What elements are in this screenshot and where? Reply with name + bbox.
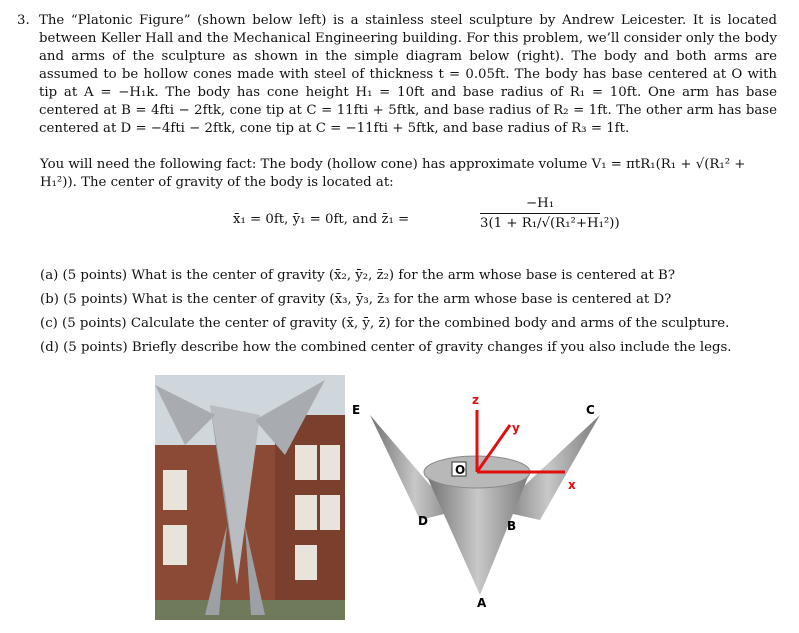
sculpture-diagram xyxy=(350,390,615,620)
question-a: (a) (5 points) What is the center of gravity (x̄₂, ȳ₂, z̄₂) for the arm whose base is centered at B? xyxy=(40,268,675,283)
formula-denominator: 3(1 + R₁/√(R₁²+H₁²)) xyxy=(480,216,620,231)
cog-formula xyxy=(40,196,780,256)
problem-intro xyxy=(17,12,777,138)
question-d: (d) (5 points) Briefly describe how the combined center of gravity changes if you also include the legs. xyxy=(40,340,732,355)
fraction-bar xyxy=(480,213,600,214)
formula-fraction xyxy=(480,196,620,231)
question-c: (c) (5 points) Calculate the center of gravity (x̄, ȳ, z̄) for the combined body and arms of the sculpture. xyxy=(40,316,730,331)
formula-lhs: x̄₁ = 0ft, ȳ₁ = 0ft, and z̄₁ = xyxy=(233,212,410,227)
label-E: E xyxy=(352,403,361,417)
problem-number: 3. xyxy=(17,13,30,28)
label-A: A xyxy=(477,596,487,610)
label-B: B xyxy=(507,519,517,533)
label-C: C xyxy=(586,403,595,417)
label-O: O xyxy=(455,463,466,477)
label-D: D xyxy=(418,514,428,528)
label-z: z xyxy=(472,393,479,407)
fact-text: You will need the following fact: The body (hollow cone) has approximate volume V₁ = πtR₁(R₁ + √(R₁² + H₁²)). The center of gravity of the body is located at: xyxy=(40,157,746,190)
intro-text: The “Platonic Figure” (shown below left) is a stainless steel sculpture by Andrew Leicester. It is located between Keller Hall and the Mechanical Engineering building. For this problem, we’ll consider only the body and arms of the sculpture as shown in the simple diagram below (right). The body and both arms are assumed to be hollow cones made with steel of thickness t = 0.05ft. The body has base centered at O with tip at A = −H₁k. The body has cone height H₁ = 10ft and base radius of R₁ = 10ft. One arm has base centered at B = 4fti − 2ftk, cone tip at C = 11fti + 5ftk, and base radius of R₂ = 1ft. The other arm has base centered at D = −4fti − 2ftk, cone tip at C = −11fti + 5ftk, and base radius of R₃ = 1ft. xyxy=(39,13,777,136)
label-y: y xyxy=(512,421,520,435)
body-cone xyxy=(425,472,530,595)
sculpture-photo xyxy=(155,375,345,620)
question-b: (b) (5 points) What is the center of gravity (x̄₃, ȳ₃, z̄₃ for the arm whose base is centered at D? xyxy=(40,292,672,307)
label-x: x xyxy=(568,478,576,492)
formula-numerator: −H₁ xyxy=(525,196,555,211)
